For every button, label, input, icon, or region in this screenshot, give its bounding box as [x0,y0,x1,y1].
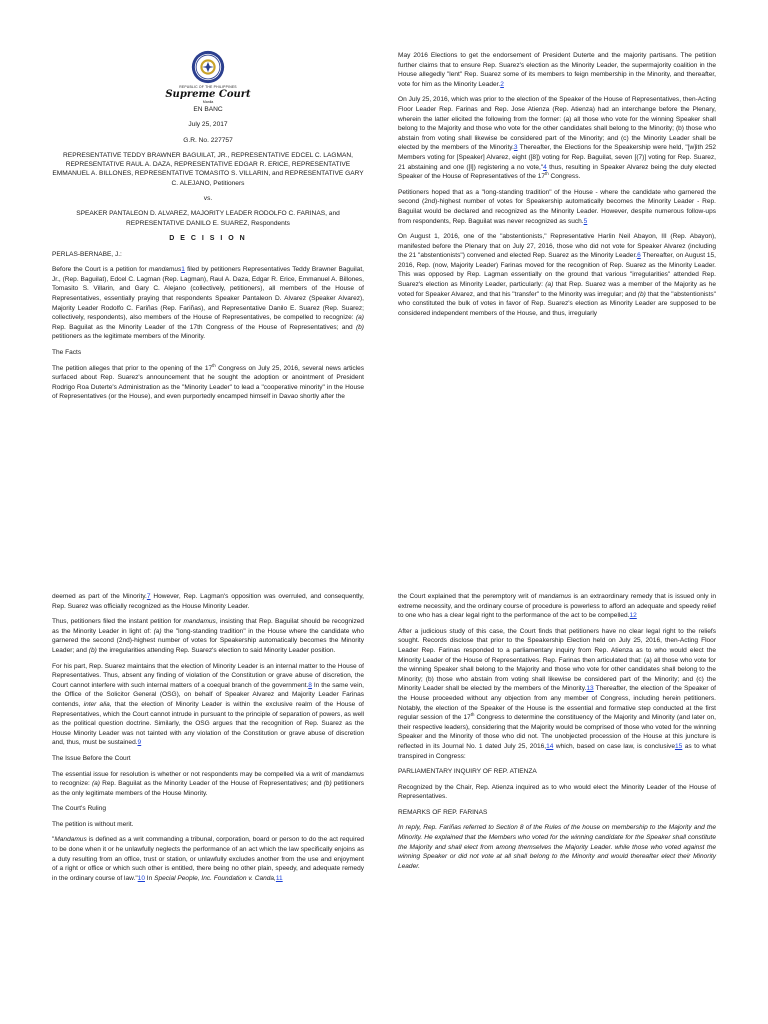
footnote-link[interactable]: 9 [137,739,142,747]
section-heading-facts: The Facts [52,348,82,356]
section-heading-ruling: The Court's Ruling [52,805,107,813]
section-heading-inquiry: PARLIAMENTARY INQUIRY OF REP. ATIENZA [398,768,537,776]
footnote-link[interactable]: 12 [629,612,637,620]
paragraph: the Court explained that the peremptory writ of mandamus is an extraordinary remedy that is issued only in extreme necessity, and the ordinary course of procedure is powerless to afford an adequate and speedy relief to one who has a clear legal right to the performance of the act to be compelled.12 [398,593,716,620]
gr-number: G.R. No. 227757 [183,136,233,144]
footnote-link[interactable]: 6 [637,252,641,260]
paragraph: The petition alleges that prior to the opening of the 17th Congress on July 25, 2016, several news articles surfaced about Rep. Suarez's announcement that he sought the adoption or anointment of President Rodrigo Roa Duterte's Administration as the "Minority Leader" to lead a "cooperative minority" in the House of Representatives (or the House), and even purportedly encamped himself in Davao shortly after the [52,362,364,401]
paragraph: May 2016 Elections to get the endorsement of President Duterte and the majority partisans. The petition further claims that to ensure Rep. Suarez's election as the Minority Leader, the supermajority coalition in the House allegedly "lent" Rep. Suarez some of its members to feign membership in the Minority, and thereafter, vote for him as the Minority Leader.2 [398,52,716,88]
paragraph: On August 1, 2016, one of the "abstentionists," Representative Harlin Neil Abayon, III (Rep. Abayon), manifested before the Plenary that on July 27, 2016, those who did not vote for Speaker Alvarez (including the 21 "abstentionists") convened and elected Rep. Suarez as the Minority Leader.6 Thereafter, on August 15, 2016, Rep. (now, Majority Leader) Farinas moved for the recognition of Rep. Suarez as the Minority Leader. This was opposed by Rep. Lagman essentially on the ground that various "irregularities" attended Rep. Suarez's election as Minority Leader, particularly: (a) that Rep. Suarez was a member of the Majority as he voted for Speaker Alvarez, and that his "transfer" to the Minority was irregular; and (b) that the "abstentionists" who constituted the bulk of votes in favor of Rep. Suarez's election as Minority Leader are supposed to be considered independent members of the House, and thus, irregularly [398,233,716,317]
paragraph: "Mandamus is defined as a writ commanding a tribunal, corporation, board or person to do the act required to be done when it or he unlawfully neglects the performance of an act which the law specifically enjoins as a duty resulting from an office, trust or station, or unlawfully excludes another from the use and enjoyment of a right or office or which such other is entitled, there being no other plain, speedy, and adequate remedy in the ordinary course of law."10 In Special People, Inc. Foundation v. Canda,11 [52,836,364,882]
court-city: Manila [202,100,214,104]
page-2-left-column [52,592,364,889]
paragraph: The essential issue for resolution is whether or not respondents may be compelled via a writ of mandamus to recognize: (a) Rep. Baguilat as the Minority Leader of the House of Representatives; and (b) petitioners as the only legitimate members of the House Minority. [52,770,364,797]
footnote-link[interactable]: 14 [546,742,554,750]
footnote-link[interactable]: 13 [586,685,594,693]
page-2-right-column [398,592,716,877]
quoted-journal-excerpt: In reply, Rep. Fariñas referred to Section 8 of the Rules of the house on membership to the Majority and the Minority. He explained that the Members who voted for the winning candidate for the Speaker shall constitute the Majority and shall elect from among themselves the Majority Leader. while those who voted against the winning Speaker or did not vote at all shall belong to the Minority and would thereafter elect their Minority Leader. [398,824,716,870]
footnote-link[interactable]: 3 [513,144,518,152]
footnote-link[interactable]: 5 [583,217,588,225]
paragraph: On July 25, 2016, which was prior to the election of the Speaker of the House of Representatives, then-Acting Floor Leader Rep. Farinas and Rep. Jose Atienza (Rep. Atienza) had an interchange before the Plenary, wherein the latter elicited the following from the former: (a) all those who vote for the winning Speaker shall belong to the Majority and those who vote for the other candidates shall belong to the Minority; (b) those who abstain from voting shall likewise be considered part of the Minority; and (c) the Minority Leader shall be elected by the members of the Minority.3 Thereafter, the Elections for the Speakership were held, "[w]ith 252 Members voting for [Speaker] Alvarez, eight ([8]) voting for Rep. Baguilat, seven [(7)] voting for Rep. Suarez, 21 abstaining and one ([l]) registering a no vote,"4 thus, resulting in Speaker Alvarez being the duly elected Speaker of the House of Representatives of the 17th Congress. [398,96,716,181]
footnote-link[interactable]: 15 [674,742,683,750]
supreme-court-seal-icon [191,50,225,84]
footnote-link[interactable]: 1 [181,266,185,274]
ponente: PERLAS-BERNABE, J.: [52,250,122,258]
section-heading-remarks: REMARKS OF REP. FARINAS [398,808,488,816]
section-heading-issue: The Issue Before the Court [52,754,131,762]
footnote-link[interactable]: 10 [137,874,145,882]
paragraph: Before the Court is a petition for mandamus1 filed by petitioners Representatives Teddy Brawner Baguilat, Jr., (Rep. Baguilat), Edcel C. Lagman (Rep. Lagman), Raul A. Daza, Edgar R. Erice, Emmanuel A. Billones, Tomasito S. Villarin, and Gary C. Alejano (collectively, petitioners), all members of the House of Representatives, essentially praying that respondents Speaker Pantaleon D. Alvarez (Speaker Alvarez), Majority Leader Rodolfo C. Fariñas (Rep. Fariñas), and Representative Danilo E. Suarez (Rep. Suarez; collectively, respondents), also members of the House of Representatives, be compelled to recognize: (a) Rep. Baguilat as the Minority Leader of the 17th Congress of the House of Representatives; and (b) petitioners as the legitimate members of the Minority. [52,266,364,341]
paragraph: After a judicious study of this case, the Court finds that petitioners have no clear legal right to the reliefs sought. Records disclose that prior to the Speakership Election held on July 25, 2016, then-Acting Floor Leader Rep. Farinas responded to a parliamentary inquiry from Rep. Atienza as to who would elect the Minority Leader of the House of Representatives. Rep. Farinas then articulated that: (a) all those who vote for the winning Speaker shall belong to the Majority and those who vote for other candidates shall belong to the Minority; (b) those who abstain from voting shall likewise be considered part of the Minority; and (c) the Minority Leader shall be elected by the members of the Minority.13 Thereafter, the election of the Speaker of the House proceeded without any objection from any member of Congress, including herein petitioners. Notably, the election of the Speaker of the House is the essential and formative step conducted at the first regular session of the 17th Congress to determine the constituency of the Majority and Minority (and later on, their respective leaders), considering that the Majority would be comprised of those who voted for the winning Speaker and the Minority of those who did not. The unobjected procession of the House at this juncture is reflected in its Journal No. 1 dated July 25, 2016,14 which, based on case law, is conclusive15 as to what transpired in Congress: [398,627,716,760]
petitioners: REPRESENTATIVE TEDDY BRAWNER BAGUILAT, JR., REPRESENTATIVE EDCEL C. LAGMAN, REPRESENTATIVE RAUL A. DAZA, REPRESENTATIVE EDGAR R. ERICE, REPRESENTATIVE EMMANUEL A. BILLONES, REPRESENTATIVE TOMASITO S. VILLARIN, and REPRESENTATIVE GARY C. ALEJANO, Petitioners [52,151,364,187]
footnote-link[interactable]: 11 [275,874,283,882]
decision-date: July 25, 2017 [188,121,228,129]
page-1-left-column [52,50,364,408]
page-2 [0,512,768,1024]
footnote-link[interactable]: 4 [543,163,547,171]
footnote-link[interactable]: 2 [500,80,504,88]
republic-line: REPUBLIC OF THE PHILIPPINES [179,85,237,89]
paragraph: Recognized by the Chair, Rep. Atienza inquired as to who would elect the Minority Leader of the House of Representatives. [398,783,716,801]
paragraph: Thus, petitioners filed the instant petition for mandamus, insisting that Rep. Baguilat should be recognized as the Minority Leader in light of: (a) the "long-standing tradition" in the House where the candidate who garnered the second (2nd)-highest number of votes for Speakership automatically becomes the Minority Leader; and (b) the irregularities attending Rep. Suarez's election to said Minority Leader position. [52,618,365,654]
decision-title: D E C I S I O N [169,234,247,242]
respondents: SPEAKER PANTALEON D. ALVAREZ, MAJORITY LEADER RODOLFO C. FARINAS, and REPRESENTATIVE DANILO E. SUAREZ, Respondents [76,210,340,227]
paragraph: Petitioners hoped that as a "long-standing tradition" of the House - where the candidate who garnered the second (2nd)-highest number of votes for Speakership automatically becomes the Minority Leader - Rep. Baguilat would be declared and recognized as the Minority Leader. However, despite numerous follow-ups from respondents, Rep. Baguilat was never recognized as such.5 [398,188,716,225]
paragraph: For his part, Rep. Suarez maintains that the election of Minority Leader is an internal matter to the House of Representatives. Thus, absent any finding of violation of the Constitution or grave abuse of discretion, the Court cannot interfere with such internal matters of a coequal branch of the government.8 In the same vein, the Office of the Solicitor General (OSG), on behalf of Speaker Alvarez and Majority Leader Farinas contends, inter alia, that the election of Minority Leader is within the exclusive realm of the House of Representatives, which the Court cannot intrude in pursuant to the principle of separation of powers, as well as the political question doctrine. Similarly, the OSG argues that the recognition of Rep. Suarez as the House Minority Leader was not tainted with any violation of the Constitution or grave abuse of discretion and, thus, must be sustained.9 [52,662,364,747]
court-name: Supreme Court [165,89,251,100]
page-1-right-column [398,51,716,324]
footnote-link[interactable]: 8 [308,681,312,689]
paragraph: The petition is without merit. [52,820,134,828]
footnote-link[interactable]: 7 [146,593,151,600]
division-label: EN BANC [193,106,223,113]
versus-label: vs. [203,195,213,203]
paragraph: deemed as part of the Minority.7 However, Rep. Lagman's opposition was overruled, and consequently, Rep. Suarez was officially recognized as the House Minority Leader. [52,593,364,610]
